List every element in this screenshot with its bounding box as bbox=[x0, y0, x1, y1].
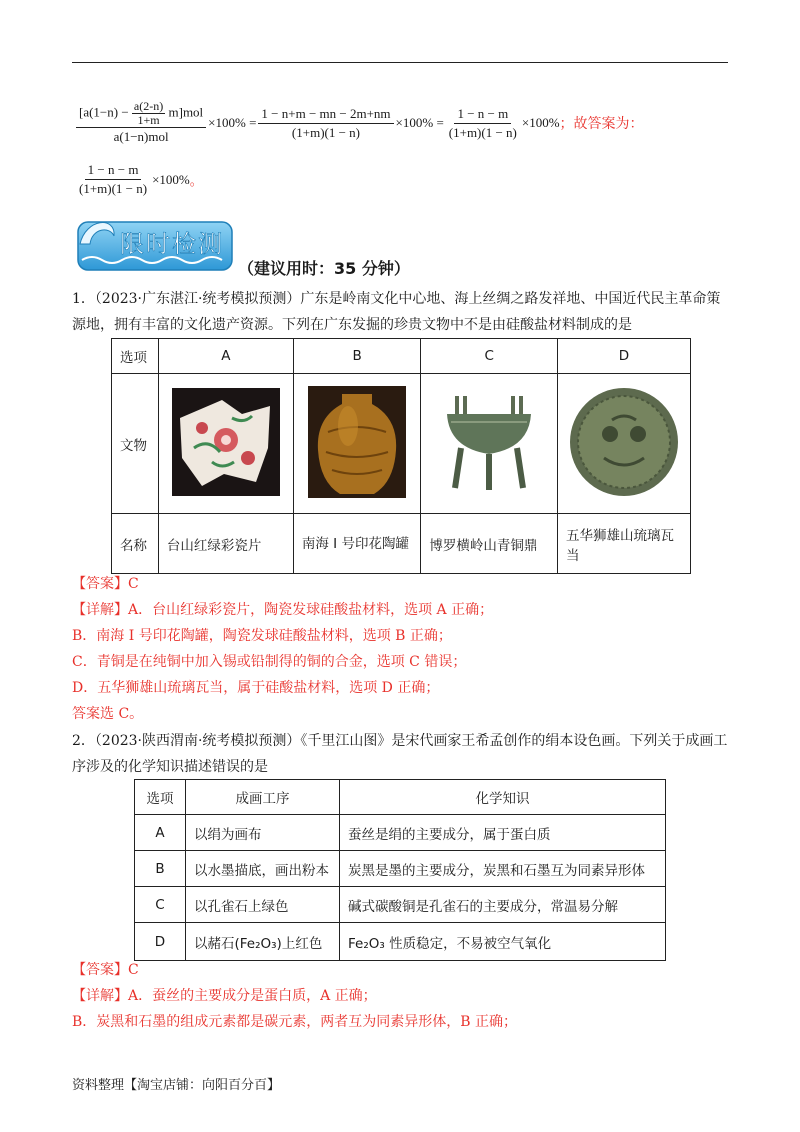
table-header-row: 选项 成画工序 化学知识 bbox=[135, 780, 666, 815]
detail-1-line-a: 【详解】A．台山红绿彩瓷片，陶瓷发球硅酸盐材料，选项 A 正确； bbox=[72, 602, 494, 618]
section-banner bbox=[76, 214, 234, 272]
detail-1-conclusion: 答案选 C。 bbox=[72, 706, 144, 722]
question-1-table bbox=[111, 338, 691, 574]
header-rule bbox=[72, 62, 728, 63]
glazed-tile-end-image bbox=[566, 384, 682, 500]
artifact-image-b bbox=[293, 374, 421, 514]
fraction-4: $\frac{1 - n - m}{(1+m)(1 - n)}$ bbox=[79, 162, 148, 196]
fraction-3: $\frac{1 - n - m}{(1+m)(1 - n)}$ bbox=[448, 105, 517, 140]
page-footer: 资料整理【淘宝店铺：向阳百分百】 bbox=[72, 1078, 281, 1093]
banner-title: 限时检测 bbox=[120, 230, 224, 258]
fraction-2: $\frac{1 - n+m - mn - 2m+nm}{(1+m)(1 - n)}$ bbox=[258, 105, 393, 142]
answer-2: 【答案】C bbox=[72, 962, 139, 978]
table-row: A 以绢为画布 蚕丝是绢的主要成分，属于蛋白质 bbox=[135, 815, 666, 851]
detail-1-line-d: D．五华狮雄山琉璃瓦当，属于硅酸盐材料，选项 D 正确； bbox=[72, 680, 440, 696]
answer-1: 【答案】C bbox=[72, 576, 139, 592]
detail-1-line-c: C．青铜是在纯铜中加入锡或铅制得的铜的合金，选项 C 错误； bbox=[72, 654, 467, 670]
bronze-ding-image bbox=[435, 386, 543, 498]
table-row: C 以孔雀石上绿色 碱式碳酸铜是孔雀石的主要成分，常温易分解 bbox=[135, 887, 666, 923]
formula-line-2: $\frac{1 - n - m}{(1+m)(1 - n)}$ ×100% 。 bbox=[74, 161, 203, 198]
table-row: D 以赭石(Fe₂O₃)上红色 Fe₂O₃ 性质稳定，不易被空气氧化 bbox=[135, 923, 666, 961]
detail-1-line-b: B．南海 I 号印花陶罐，陶瓷发球硅酸盐材料，选项 B 正确； bbox=[72, 628, 452, 644]
porcelain-shard-image bbox=[172, 388, 280, 496]
question-1-stem: 1．（2023·广东湛江·统考模拟预测）广东是岭南文化中心地、海上丝绸之路发祥地、中国近代民主革命策源地，拥有丰富的文化遗产资源。下列在广东发掘的珍贵文物中不是由硅酸盐材料制成的是 bbox=[72, 291, 721, 333]
table-row-names: 名称 台山红绿彩瓷片 南海 I 号印花陶罐 博罗横岭山青铜鼎 五华狮雄山琉璃瓦当 bbox=[112, 514, 691, 574]
fraction-1: [a(1−n) − $\frac{a(2-n)}{1+m}$ m]mol a(1−n)mol bbox=[76, 100, 206, 146]
table-header-row: 选项 A B C D bbox=[112, 339, 691, 374]
detail-2-line-a: 【详解】A．蚕丝的主要成分是蛋白质，A 正确； bbox=[72, 988, 377, 1004]
question-2-stem: 2．（2023·陕西渭南·统考模拟预测）《千里江山图》是宋代画家王希孟创作的绢本设色画。下列关于成画工序涉及的化学知识描述错误的是 bbox=[72, 733, 728, 775]
question-2-table bbox=[134, 779, 666, 961]
pottery-jar-image bbox=[308, 386, 406, 498]
artifact-image-d bbox=[558, 374, 691, 514]
table-row-artifacts: 文物 bbox=[112, 374, 691, 514]
table-row: B 以水墨描底，画出粉本 炭黑是墨的主要成分，炭黑和石墨互为同素异形体 bbox=[135, 851, 666, 887]
detail-2-line-b: B．炭黑和石墨的组成元素都是碳元素，两者互为同素异形体，B 正确； bbox=[72, 1014, 518, 1030]
formula-line-1: [a(1−n) − $\frac{a(2-n)}{1+m}$ m]mol a(1−n)mol ×100% = $\frac{1 - n+m - mn - 2m+nm}{(1+m)(1 - n)}$ ×100% = $\frac{1 - n - m}{(1+m)(1 - n)}$ ×100% ；故答案为： bbox=[74, 100, 644, 146]
artifact-image-c bbox=[421, 374, 558, 514]
artifact-image-a bbox=[158, 374, 293, 514]
suggested-time: （建议用时：35 分钟） bbox=[238, 259, 410, 278]
